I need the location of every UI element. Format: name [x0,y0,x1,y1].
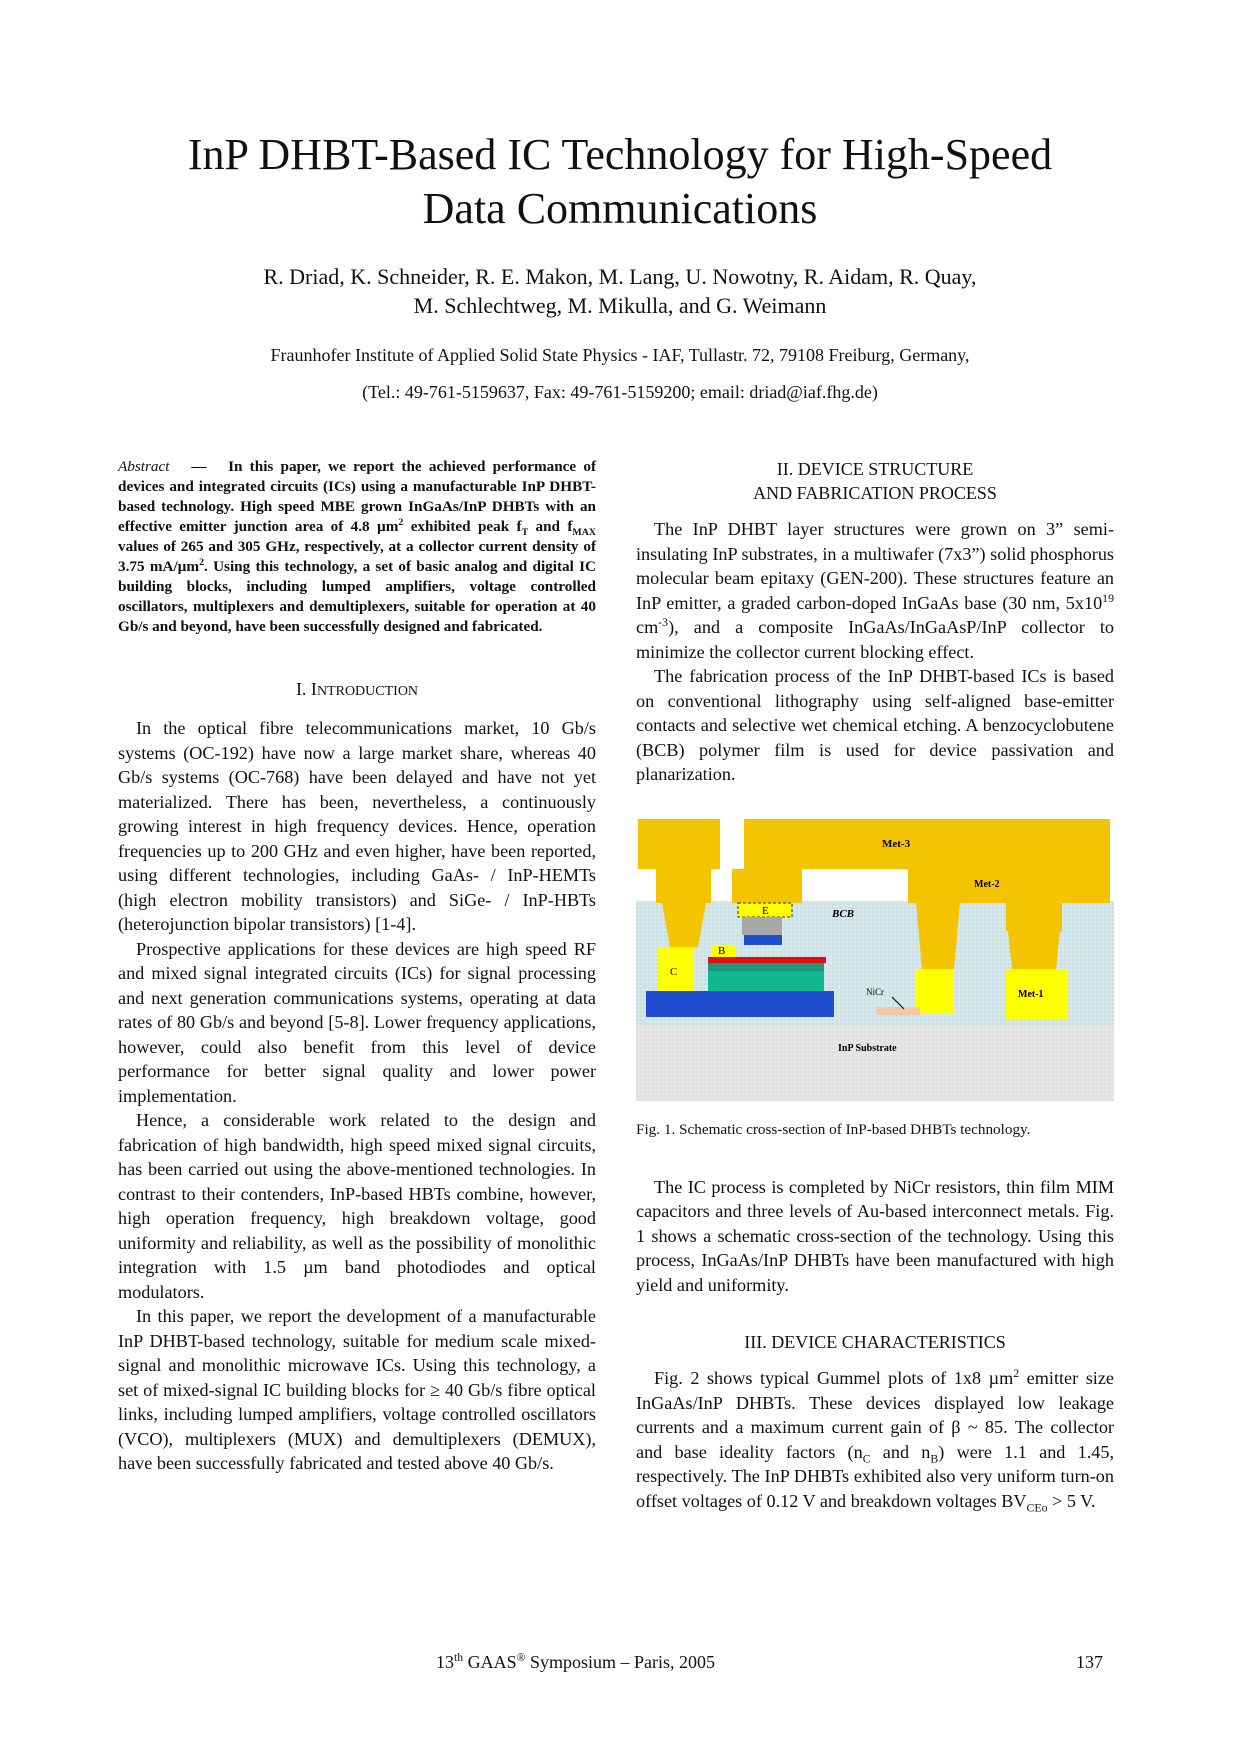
label-met1: Met-1 [1018,988,1044,1000]
intro-paragraph-4: In this paper, we report the development of a manufacturable InP DHBT-based technology, suitable for medium scale mixed-signal and monolithic microwave ICs. Using this technology, a set of mixed-signal IC building blocks for ≥ 40 Gb/s fibre optical links, including lumped amplifiers, voltage controlled oscillators (VCO), multiplexers (MUX) and demultiplexers (DEMUX), have been successfully fabricated and tested above 40 Gb/s. [118,1306,596,1473]
structure-p1-sup-1: 19 [1102,590,1114,605]
footer-ord-sup: th [454,1651,464,1664]
figure-1-cross-section [636,819,1114,1101]
char-sup: 2 [1013,1365,1020,1380]
author-list [120,262,1120,320]
label-met2: Met-2 [974,878,1000,890]
process-body [636,1175,1114,1298]
label-base: B [718,944,726,957]
cross-section-diagram [636,819,1114,1101]
intro-heading-number: I. I [295,679,317,699]
footer-rest: Symposium – Paris, 2005 [525,1652,716,1672]
label-met3: Met-3 [882,837,911,850]
structure-p1-text-b: cm [636,617,659,637]
abstract-sup-1: 2 [398,516,404,528]
abstract-text-1: In this paper, we report the achieved performance of devices and integrated circuits (ICs) using a manufacturable InP DHBT-based technology. High speed MBE grown InGaAs/InP DHBTs with an effective emitter junction area of 4.8 µm [118,458,597,535]
affiliation: Fraunhofer Institute of Applied Solid State Physics - IAF, Tullastr. 72, 79108 Freiburg, Germany, [270,345,970,365]
section-heading-introduction [118,677,596,704]
intro-paragraph-3: Hence, a considerable work related to the design and fabrication of high bandwidth, high speed mixed signal circuits, has been carried out using the above-mentioned technologies. In contrast to their contenders, InP-based HBTs combine, however, high operation frequency, high breakdown voltage, good uniformity and reliability, as well as the possibility of monolithic integration with 1.5 µm band photodiodes and optical modulators. [118,1110,596,1302]
title-line-1: InP DHBT-Based IC Technology for High-Speed [187,130,1053,179]
left-column [118,457,596,1476]
char-sub-b: B [930,1451,939,1466]
page-number: 137 [1076,1652,1103,1672]
base-layer [708,957,826,963]
footer-conference [436,1652,715,1673]
label-bcb: BCB [832,907,855,920]
abstract-sub-t: T [521,527,529,539]
section2-title-line-2: AND FABRICATION PROCESS [753,483,997,503]
met1-left-contact [916,969,954,1014]
structure-paragraph-1 [636,517,1114,664]
met2-right-block [908,869,1110,903]
section-heading-device-structure [636,457,1114,505]
title-line-2: Data Communications [422,184,818,233]
introduction-body [118,716,596,1476]
via-right [916,903,960,969]
collector-layer-2 [708,971,824,991]
section-heading-device-characteristics: III. DEVICE CHARACTERISTICS [744,1332,1006,1352]
footer-gaas: GAAS [463,1652,517,1672]
char-sub-ceo: CEo [1026,1500,1048,1515]
met1-via [1008,931,1060,969]
abstract-sub-max: MAX [572,527,597,539]
subcollector-layer [646,991,834,1017]
device-characteristics-body [636,1366,1114,1513]
contact-info: (Tel.: 49-761-5159637, Fax: 49-761-5159200; email: driad@iaf.fhg.de) [362,382,878,402]
met2-left-block [656,869,711,903]
char-text-d: ) were 1.1 and 1.45, respectively. The InP DHBTs exhibited also very uniform turn-on offset voltages of 0.12 V and breakdown voltages BV [636,1441,1114,1511]
nicr-resistor [876,1007,920,1015]
intro-heading-rest: NTRODUCTION [316,684,419,699]
authors-line-2: M. Schlechtweg, M. Mikulla, and G. Weimann [413,293,827,318]
structure-paragraph-2: The fabrication process of the InP DHBT-based ICs is based on conventional lithography using self-aligned base-emitter contacts and selective wet chemical etching. A benzocyclobutene (BCB) polymer film is used for device passivation and planarization. [636,666,1114,784]
met3-left-block [638,819,720,869]
abstract-text-2: exhibited peak f [403,518,522,535]
abstract [118,457,596,637]
label-nicr: NiCr [866,986,884,997]
footer-ord: 13 [436,1652,454,1672]
met1-pad [1006,903,1062,931]
collector-layer-1 [708,963,824,971]
met2-emitter-block [732,869,802,903]
device-structure-body [636,517,1114,787]
intro-paragraph-2: Prospective applications for these devices are high speed RF and mixed signal integrated circuits (ICs) for signal processing and next generation communications systems, operating at data rates of 80 Gb/s and beyond [5-8]. Lower frequency applications, however, could also benefit from this level of device performance for better signal quality and lower power implementation. [118,938,596,1106]
char-text-a: Fig. 2 shows typical Gummel plots of 1x8 µm [654,1368,1014,1388]
characteristics-paragraph-1 [636,1366,1114,1513]
emitter-gray [742,917,782,935]
inp-substrate [636,1026,1114,1101]
char-text-e: > 5 V. [1047,1490,1096,1511]
abstract-sup-2: 2 [199,556,205,568]
right-column [636,457,1114,1513]
abstract-text-5: . Using this technology, a set of basic analog and digital IC building blocks, including lumped amplifiers, voltage controlled oscillators, multiplexers and demultiplexers, suitable for operation at 40 Gb/s and beyond, have been successfully designed and fabricated. [118,558,596,635]
met3-block [744,819,1110,869]
emitter-blue [744,935,782,945]
structure-p1-text-a: The InP DHBT layer structures were grown on 3” semi-insulating InP substrates, in a multiwafer (7x3”) solid phosphorus molecular beam epitaxy (GEN-200). These structures feature an InP emitter, a graded carbon-doped InGaAs base (30 nm, 5x10 [636,519,1114,613]
authors-line-1: R. Driad, K. Schneider, R. E. Makon, M. Lang, U. Nowotny, R. Aidam, R. Quay, [263,264,977,289]
footer-registered: ® [516,1651,526,1664]
figure-1-caption: Fig. 1. Schematic cross-section of InP-based DHBTs technology. [636,1120,1031,1138]
intro-paragraph-1: In the optical fibre telecommunications market, 10 Gb/s systems (OC-192) have now a large market share, whereas 40 Gb/s systems (OC-768) have been delayed and have not yet materialized. There has been, nevertheless, a continuously growing interest in high frequency devices. Hence, operation frequencies up to 200 GHz and even higher, have been reported, using different technologies, including GaAs- / InP-HEMTs (high electron mobility transistors) and SiGe- / InP-HBTs (heterojunction bipolar transistors) [1-4]. [118,718,596,934]
label-collector: C [670,965,678,978]
label-substrate: InP Substrate [838,1042,897,1054]
structure-p1-sup-2: -3 [658,614,669,629]
abstract-text-3: and f [528,518,573,535]
structure-paragraph-3: The IC process is completed by NiCr resistors, thin film MIM capacitors and three levels of Au-based interconnect metals. Fig. 1 shows a schematic cross-section of the technology. Using this process, InGaAs/InP DHBTs have been manufactured with high yield and uniformity. [636,1176,1114,1295]
char-text-b: emitter size InGaAs/InP DHBTs. These devices displayed low leakage currents and a maximum current gain of β ~ 85. The collector and base ideality factors (n [636,1368,1114,1462]
paper-title [120,128,1120,236]
abstract-dash: — [191,458,207,475]
section2-title-line-1: II. DEVICE STRUCTURE [776,459,974,479]
abstract-text-4: values of 265 and 305 GHz, respectively, at a collector current density of 3.75 mA/µm [118,538,596,575]
structure-p1-text-c: ), and a composite InGaAs/InGaAsP/InP collector to minimize the collector current blocking effect. [636,617,1114,662]
char-text-c: and n [870,1441,931,1462]
abstract-label: Abstract [118,458,170,475]
label-emitter: E [762,904,769,917]
char-sub-c: C [862,1451,871,1466]
